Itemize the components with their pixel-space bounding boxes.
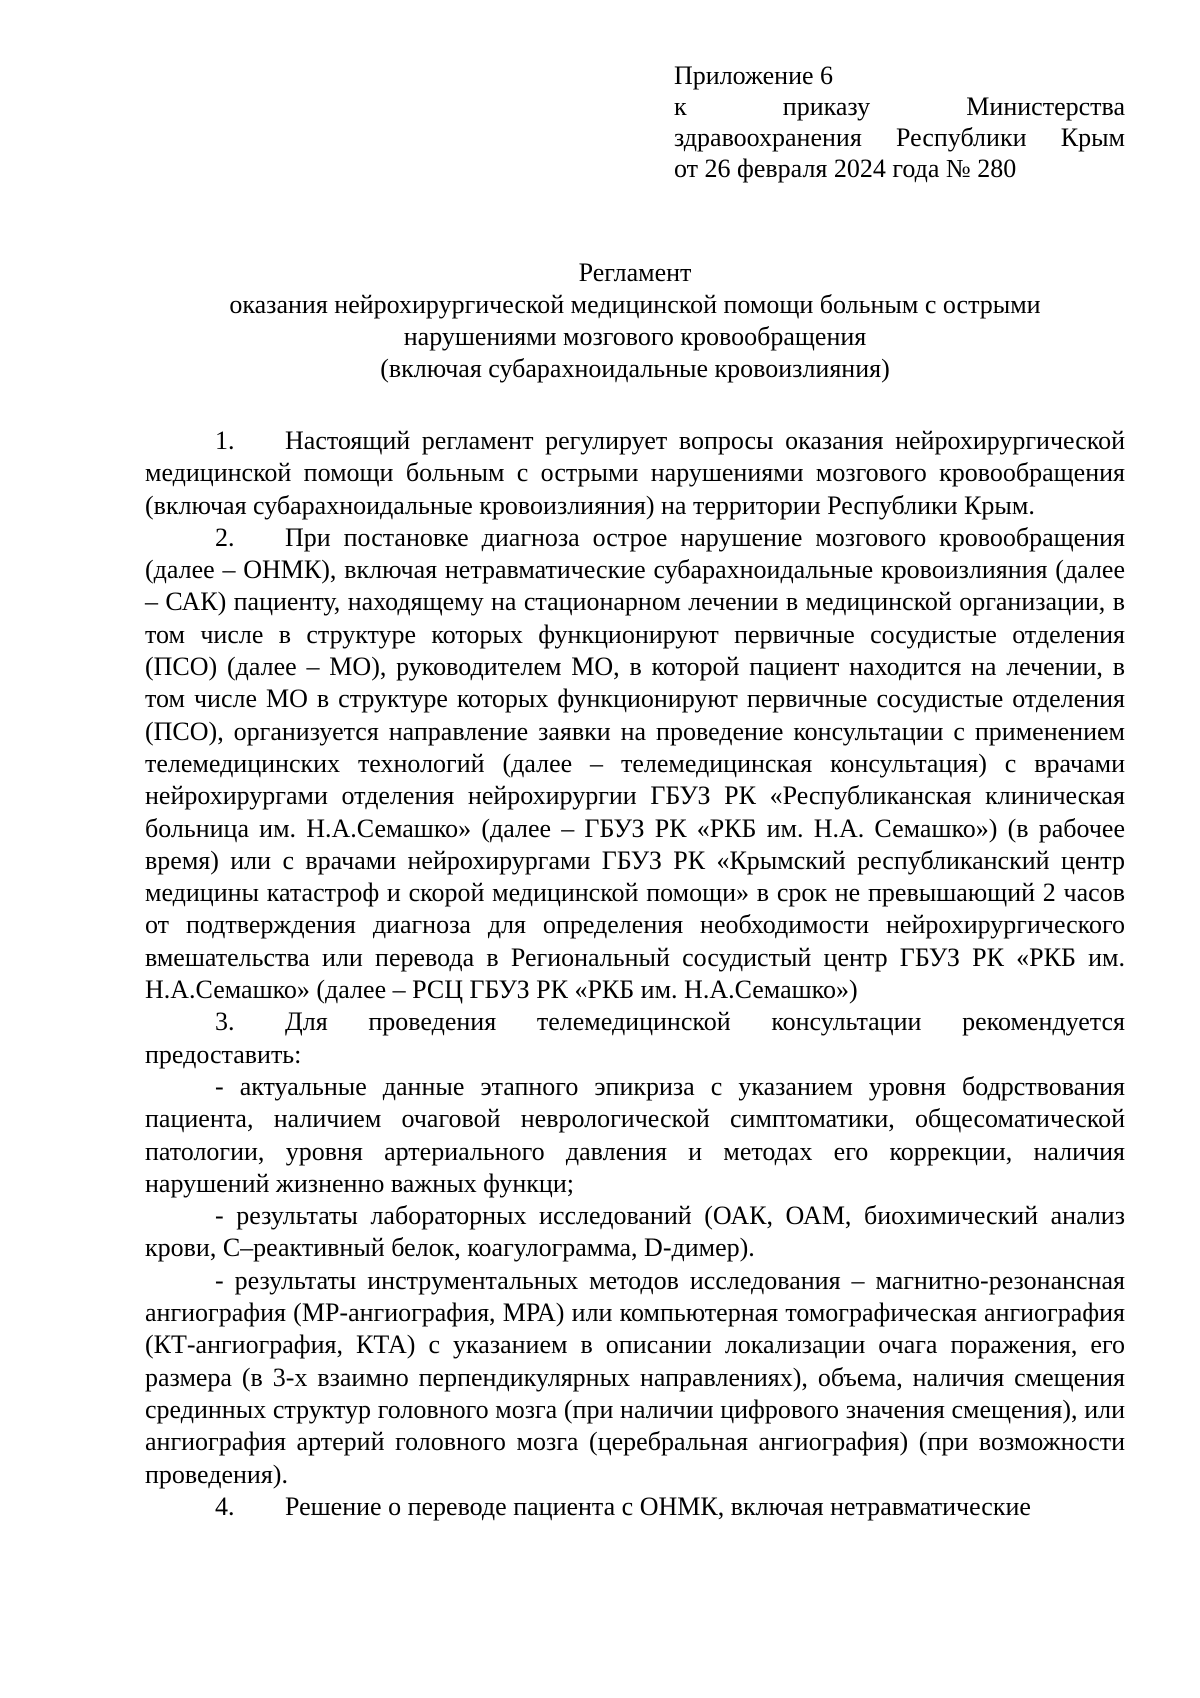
list-item-instrumental-results: - результаты инструментальных методов исследования – магнитно-резонансная ангиография (МР-ангиография, МРА) или компьютерная томографическая ангиография (КТ-ангиография, КТА) с указанием в описании локализации очага поражения, его размера (в 3-х взаимно перпендикулярных направлениях), объема, наличия смещения срединных структур головного мозга (при наличии цифрового значения смещения), или ангиография артерий головного мозга (церебральная ангиография) (при возможности проведения). [145, 1265, 1125, 1489]
paragraph-text: Настоящий регламент регулирует вопросы оказания нейрохирургической медицинской помощи больным с острыми нарушениями мозгового кровообращения (включая субарахноидальные кровоизлияния) на территории Республики Крым. [145, 426, 1125, 520]
paragraph-3 [145, 1006, 1125, 1071]
title-line-2: оказания нейрохирургической медицинской помощи больным с острыми [229, 290, 1041, 319]
title-line-1: Регламент [578, 258, 692, 287]
appendix-title: Приложение 6 [674, 61, 834, 90]
order-reference-line: к приказу Министерства [674, 92, 1125, 121]
paragraph-text: Решение о переводе пациента с ОНМК, включая нетравматические [285, 1491, 1031, 1521]
paragraph-text: При постановке диагноза острое нарушение мозгового кровообращения (далее – ОНМК), включая нетравматические субарахноидальные кровоизлияния (далее – САК) пациенту, находящему на стационарном лечении в медицинской организации, в том числе в структуре которых функционируют первичные сосудистые отделения (ПСО) (далее – МО), руководителем МО, в которой пациент находится на лечении, в том числе МО в структуре которых функционируют первичные сосудистые отделения (ПСО), организуется направление заявки на проведение консультации с применением телемедицинских технологий (далее – телемедицинская консультация) с врачами нейрохирургами отделения нейрохирургии ГБУЗ РК «Республиканская клиническая больница им. Н.А.Семашко» (далее – ГБУЗ РК «РКБ им. Н.А. Семашко») (в рабочее время) или с врачами нейрохирургами ГБУЗ РК «Крымский республиканский центр медицины катастроф и скорой медицинской помощи» в срок не превышающий 2 часов от подтверждения диагноза для определения необходимости нейрохирургического вмешательства или перевода в Региональный сосудистый центр ГБУЗ РК «РКБ им. Н.А.Семашко» (далее – РСЦ ГБУЗ РК «РКБ им. Н.А.Семашко») [145, 522, 1125, 1005]
paragraph-number: 1. [215, 426, 235, 455]
paragraph-text: Для проведения телемедицинской консультации рекомендуется предоставить: [145, 1007, 1125, 1069]
paragraph-number: 2. [215, 522, 235, 552]
order-date-line: от 26 февраля 2024 года № 280 [674, 154, 1017, 183]
document-title [145, 257, 1125, 385]
paragraph-4 [145, 1491, 1125, 1523]
title-line-3: нарушениями мозгового кровообращения [403, 322, 867, 351]
list-item-lab-results: - результаты лабораторных исследований (ОАК, ОАМ, биохимический анализ крови, С–реактивный белок, коагулограмма, D-димер). [145, 1201, 1125, 1263]
paragraph-number: 3. [215, 1007, 235, 1037]
paragraph-1 [145, 425, 1125, 522]
title-line-4: (включая субарахноидальные кровоизлияния) [380, 354, 890, 383]
appendix-header [674, 60, 1125, 184]
list-item-epicrisis: - актуальные данные этапного эпикриза с указанием уровня бодрствования пациента, наличием очаговой неврологической симптоматики, общесоматической патологии, уровня артериального давления и методах его коррекции, наличия нарушений жизненно важных функци; [145, 1071, 1125, 1198]
paragraph-number: 4. [215, 1491, 235, 1521]
document-body [145, 425, 1125, 1523]
ministry-line: здравоохранения Республики Крым [674, 123, 1125, 152]
paragraph-2 [145, 522, 1125, 1006]
